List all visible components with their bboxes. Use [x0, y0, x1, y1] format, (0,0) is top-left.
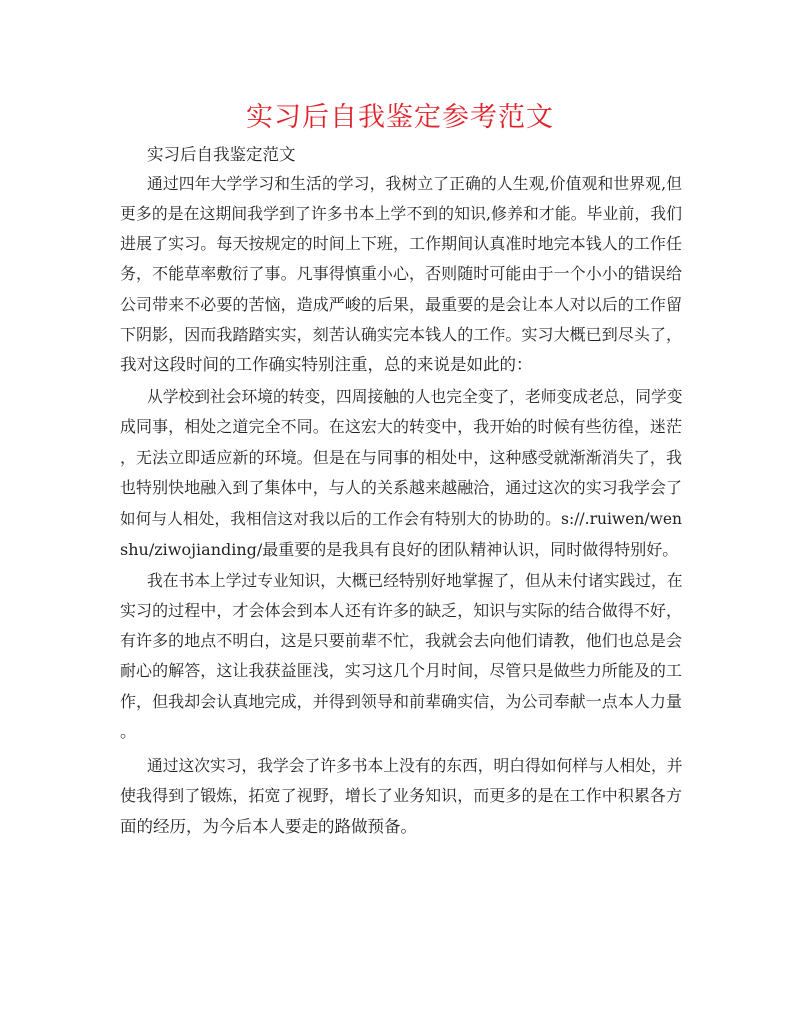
- text-line: 通过四年大学学习和生活的学习，我树立了正确的人生观,价值观和世界观,但: [147, 174, 682, 193]
- text-line: 我对这段时间的工作确实特别注重，总的来说是如此的：: [120, 355, 533, 374]
- text-line: 。: [120, 722, 137, 741]
- text-line: 也特别快地融入到了集体中，与人的关系越来越融洽，通过这次的实习我学会了: [120, 478, 682, 497]
- document-title: 实习后自我鉴定参考范文: [246, 102, 554, 133]
- text-line: 从学校到社会环境的转变，四周接触的人也完全变了，老师变成老总，同学变: [147, 387, 683, 406]
- text-line: 公司带来不必要的苦恼，造成严峻的后果，最重要的是会让本人对以后的工作留: [120, 295, 682, 314]
- text-line: 面的经历，为今后本人要走的路做预备。: [120, 817, 417, 836]
- text-line: 下阴影，因而我踏踏实实，刻苦认确实完本钱人的工作。实习大概已到尽头了，: [120, 325, 682, 344]
- document-subtitle: 实习后自我鉴定范文: [147, 145, 296, 164]
- text-line: 耐心的解答，这让我获益匪浅，实习这几个月时间，尽管只是做些力所能及的工: [120, 661, 682, 680]
- text-line: 如何与人相处，我相信这对我以后的工作会有特别大的协助的。s://.ruiwen/wen: [120, 510, 682, 528]
- text-line: 成同事，相处之道完全不同。在这宏大的转变中，我开始的时候有些彷徨，迷茫: [120, 417, 682, 436]
- text-line: 实习的过程中，才会体会到本人还有许多的缺乏，知识与实际的结合做得不好，: [120, 601, 682, 620]
- text-line: 务，不能草率敷衍了事。凡事得慎重小心，否则随时可能由于一个小小的错误给: [120, 264, 682, 283]
- text-line: 我在书本上学过专业知识，大概已经特别好地掌握了，但从未付诸实践过，在: [147, 571, 683, 590]
- text-line: 更多的是在这期间我学到了许多书本上学不到的知识,修养和才能。毕业前，我们: [120, 204, 682, 223]
- text-line: ，无法立即适应新的环境。但是在与同事的相处中，这种感受就渐渐消失了，我: [120, 448, 682, 467]
- text-line: shu/ziwojianding/最重要的是我具有良好的团队精神认识，同时做得特别好。: [120, 540, 679, 559]
- text-line: 进展了实习。每天按规定的时间上下班，工作期间认真准时地完本钱人的工作任: [120, 234, 682, 253]
- text-line: 使我得到了锻炼，拓宽了视野，增长了业务知识，而更多的是在工作中积累各方: [120, 786, 682, 805]
- text-line: 通过这次实习，我学会了许多书本上没有的东西，明白得如何样与人相处，并: [147, 756, 683, 775]
- text-line: 有许多的地点不明白，这是只要前辈不忙，我就会去向他们请教，他们也总是会: [120, 631, 682, 650]
- text-line: 作，但我却会认真地完成，并得到领导和前辈确实信，为公司奉献一点本人力量: [120, 692, 682, 711]
